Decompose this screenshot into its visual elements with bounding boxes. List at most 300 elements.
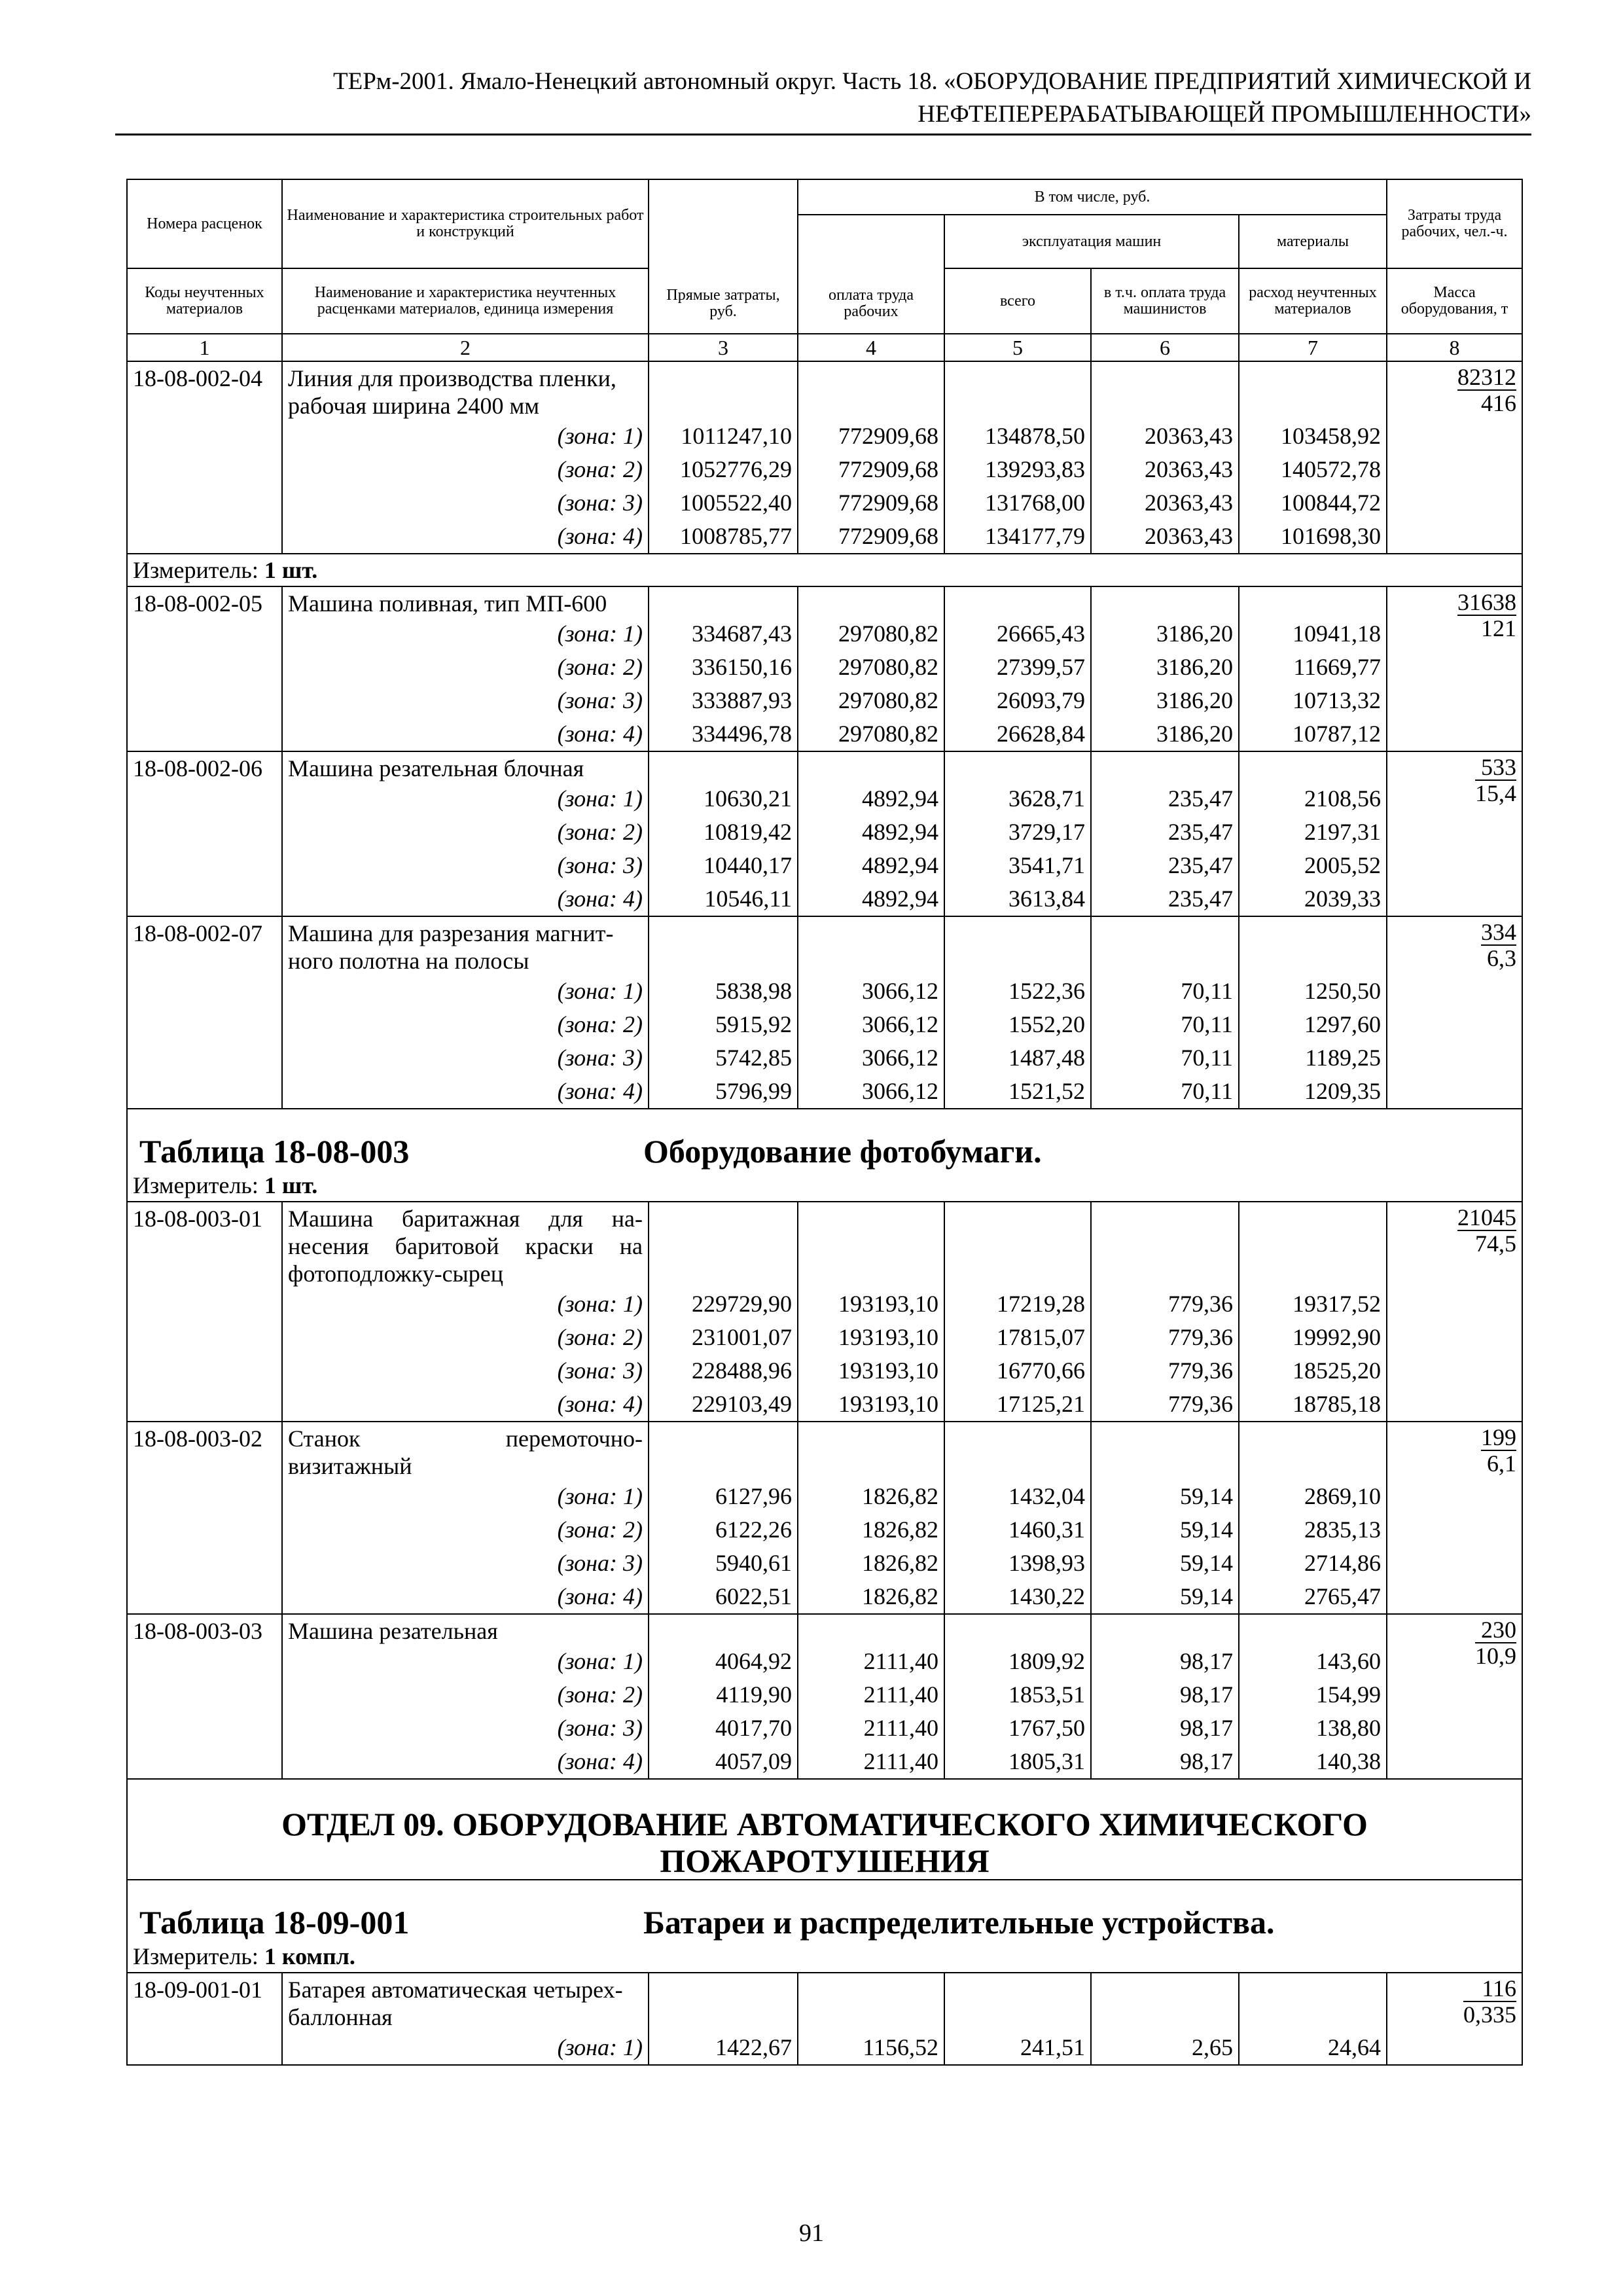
- zone-value: 4892,94: [798, 849, 944, 882]
- column-number: 3: [649, 334, 798, 361]
- column-numbers-row: [127, 334, 1522, 361]
- zone-row: [127, 684, 1522, 717]
- zone-value: 4892,94: [798, 816, 944, 849]
- zone-value: 20363,43: [1091, 420, 1239, 453]
- zone-label: (зона: 1): [282, 1287, 649, 1321]
- zone-value: 59,14: [1091, 1480, 1239, 1513]
- zone-value: 1487,48: [944, 1041, 1091, 1075]
- zone-value: 6127,96: [649, 1480, 798, 1513]
- labor-value: 21045: [1457, 1204, 1516, 1230]
- rate-name: [282, 1202, 649, 1287]
- zone-value: 779,36: [1091, 1321, 1239, 1354]
- labor-mass-cell: [1387, 1422, 1522, 1614]
- empty-cell: [1091, 1614, 1239, 1645]
- zone-value: 1805,31: [944, 1745, 1091, 1779]
- empty-cell: [798, 1614, 944, 1645]
- zone-label: (зона: 4): [282, 1745, 649, 1779]
- zone-value: 1008785,77: [649, 520, 798, 554]
- section-heading: [133, 1780, 1516, 1879]
- zone-value: 26665,43: [944, 617, 1091, 651]
- rate-code: 18-08-002-07: [127, 916, 282, 1109]
- zone-value: 779,36: [1091, 1354, 1239, 1388]
- col-header-direct: Прямые затраты, руб.: [649, 179, 798, 334]
- labor-mass-fraction: [1481, 1425, 1516, 1476]
- zone-row: [127, 975, 1522, 1008]
- zone-value: 3186,20: [1091, 717, 1239, 751]
- rate-name-line: Машина резательная блочная: [288, 755, 584, 781]
- rate-row: [127, 1614, 1522, 1645]
- empty-cell: [944, 1614, 1091, 1645]
- mass-value: 10,9: [1475, 1643, 1516, 1669]
- measure-value: 1 шт.: [264, 557, 318, 583]
- zone-value: 1767,50: [944, 1712, 1091, 1745]
- zone-value: 131768,00: [944, 486, 1091, 520]
- empty-cell: [1091, 916, 1239, 975]
- rate-name-line: Машина поливная, тип МП-600: [288, 590, 607, 617]
- rate-name-line: несения баритовой краски на: [288, 1233, 643, 1259]
- header-line-2: НЕФТЕПЕРЕРАБАТЫВАЮЩЕЙ ПРОМЫШЛЕННОСТИ»: [918, 101, 1531, 128]
- zone-row: [127, 1041, 1522, 1075]
- zone-value: 10440,17: [649, 849, 798, 882]
- zone-value: 20363,43: [1091, 453, 1239, 486]
- column-number: 8: [1387, 334, 1522, 361]
- zone-label: (зона: 1): [282, 975, 649, 1008]
- zone-value: 1156,52: [798, 2031, 944, 2065]
- rate-row: [127, 361, 1522, 420]
- rate-code: 18-08-002-04: [127, 361, 282, 554]
- zone-value: 5940,61: [649, 1547, 798, 1580]
- labor-value: 334: [1481, 919, 1516, 945]
- zone-value: 2869,10: [1239, 1480, 1387, 1513]
- labor-value: 82312: [1457, 364, 1516, 390]
- zone-value: 20363,43: [1091, 486, 1239, 520]
- labor-value: 533: [1475, 755, 1516, 781]
- zone-label: (зона: 3): [282, 486, 649, 520]
- table-title: [133, 1904, 1516, 1941]
- zone-value: 772909,68: [798, 420, 944, 453]
- zone-value: 2111,40: [798, 1712, 944, 1745]
- zone-value: 10546,11: [649, 882, 798, 916]
- labor-value: 31638: [1457, 589, 1516, 615]
- zone-value: 24,64: [1239, 2031, 1387, 2065]
- zone-value: 779,36: [1091, 1388, 1239, 1422]
- zone-value: 1460,31: [944, 1513, 1091, 1547]
- zone-row: [127, 1008, 1522, 1041]
- rate-name: [282, 1973, 649, 2031]
- zone-row: [127, 1480, 1522, 1513]
- rate-code: 18-08-003-03: [127, 1614, 282, 1779]
- measure-value: 1 компл.: [264, 1943, 355, 1969]
- labor-mass-fraction: [1463, 1976, 1516, 2027]
- empty-cell: [798, 361, 944, 420]
- rate-name-line: баллонная: [288, 2004, 393, 2030]
- header-line-1: ТЕРм-2001. Ямало-Ненецкий автономный округ. Часть 18. «ОБОРУДОВАНИЕ ПРЕДПРИЯТИЙ ХИМИЧЕСКОЙ И: [333, 68, 1531, 95]
- empty-cell: [798, 916, 944, 975]
- zone-value: 11669,77: [1239, 651, 1387, 684]
- zone-value: 134878,50: [944, 420, 1091, 453]
- table-body: [127, 179, 1522, 2065]
- zone-row: [127, 651, 1522, 684]
- zone-value: 3186,20: [1091, 617, 1239, 651]
- zone-value: 10941,18: [1239, 617, 1387, 651]
- zone-value: 779,36: [1091, 1287, 1239, 1321]
- col-header-codes: Номера расценок: [127, 179, 282, 268]
- zone-value: 772909,68: [798, 520, 944, 554]
- zone-value: 3066,12: [798, 1075, 944, 1109]
- zone-value: 134177,79: [944, 520, 1091, 554]
- empty-cell: [649, 1614, 798, 1645]
- zone-row: [127, 1645, 1522, 1678]
- zone-label: (зона: 2): [282, 1321, 649, 1354]
- zone-label: (зона: 2): [282, 453, 649, 486]
- zone-label: (зона: 1): [282, 1480, 649, 1513]
- zone-value: 101698,30: [1239, 520, 1387, 554]
- empty-cell: [944, 586, 1091, 617]
- zone-value: 772909,68: [798, 486, 944, 520]
- rate-name-line: фотоподложку-сырец: [288, 1261, 503, 1287]
- zone-row: [127, 816, 1522, 849]
- empty-cell: [1091, 1202, 1239, 1287]
- labor-mass-cell: [1387, 361, 1522, 554]
- rate-name-line: рабочая ширина 2400 мм: [288, 393, 540, 419]
- zone-value: 3628,71: [944, 782, 1091, 816]
- zone-label: (зона: 2): [282, 1678, 649, 1712]
- col-header-name: Наименование и характеристика строительных работ и конструкций: [282, 179, 649, 268]
- zone-value: 18525,20: [1239, 1354, 1387, 1388]
- zone-row: [127, 1678, 1522, 1712]
- zone-row: [127, 1580, 1522, 1614]
- zone-value: 297080,82: [798, 617, 944, 651]
- zone-value: 772909,68: [798, 453, 944, 486]
- empty-cell: [1091, 586, 1239, 617]
- zone-label: (зона: 3): [282, 684, 649, 717]
- zone-label: (зона: 4): [282, 1580, 649, 1614]
- zone-value: 2039,33: [1239, 882, 1387, 916]
- table-name: Оборудование фотобумаги.: [643, 1133, 1042, 1170]
- zone-value: 6122,26: [649, 1513, 798, 1547]
- rate-row: [127, 586, 1522, 617]
- empty-cell: [944, 1202, 1091, 1287]
- column-number: 1: [127, 334, 282, 361]
- measure-label: Измеритель:: [133, 1943, 259, 1969]
- zone-value: 143,60: [1239, 1645, 1387, 1678]
- measure-row: [127, 554, 1522, 586]
- column-number: 6: [1091, 334, 1239, 361]
- zone-row: [127, 717, 1522, 751]
- zone-value: 4119,90: [649, 1678, 798, 1712]
- zone-value: 235,47: [1091, 782, 1239, 816]
- empty-cell: [649, 586, 798, 617]
- rate-code: 18-09-001-01: [127, 1973, 282, 2065]
- zone-value: 19992,90: [1239, 1321, 1387, 1354]
- zone-value: 1432,04: [944, 1480, 1091, 1513]
- empty-cell: [649, 1422, 798, 1480]
- zone-value: 5742,85: [649, 1041, 798, 1075]
- zone-value: 334496,78: [649, 717, 798, 751]
- section-row: [127, 1779, 1522, 1880]
- zone-value: 3066,12: [798, 1008, 944, 1041]
- zone-value: 3066,12: [798, 975, 944, 1008]
- rate-name: [282, 916, 649, 975]
- zone-value: 333887,93: [649, 684, 798, 717]
- empty-cell: [1239, 1614, 1387, 1645]
- zone-value: 59,14: [1091, 1513, 1239, 1547]
- table-number: Таблица 18-09-001: [139, 1904, 410, 1941]
- table-title-cell: [127, 1109, 1522, 1170]
- zone-value: 10787,12: [1239, 717, 1387, 751]
- zone-label: (зона: 2): [282, 1008, 649, 1041]
- mass-value: 416: [1481, 390, 1516, 416]
- labor-mass-fraction: [1457, 590, 1516, 641]
- rate-name: [282, 586, 649, 617]
- zone-row: [127, 2031, 1522, 2065]
- empty-cell: [1091, 361, 1239, 420]
- empty-cell: [649, 916, 798, 975]
- empty-cell: [1239, 586, 1387, 617]
- zone-row: [127, 1513, 1522, 1547]
- zone-value: 59,14: [1091, 1580, 1239, 1614]
- column-number: 4: [798, 334, 944, 361]
- col-header-operator-wage: в т.ч. оплата труда машинистов: [1091, 268, 1239, 334]
- table-title-row: [127, 1109, 1522, 1170]
- zone-value: 1826,82: [798, 1480, 944, 1513]
- labor-mass-cell: [1387, 751, 1522, 916]
- zone-label: (зона: 2): [282, 1513, 649, 1547]
- zone-value: 2111,40: [798, 1645, 944, 1678]
- zone-value: 3729,17: [944, 816, 1091, 849]
- zone-row: [127, 520, 1522, 554]
- page-number: 91: [799, 2219, 824, 2247]
- zone-row: [127, 849, 1522, 882]
- empty-cell: [944, 361, 1091, 420]
- zone-value: 229103,49: [649, 1388, 798, 1422]
- labor-value: 199: [1481, 1424, 1516, 1450]
- zone-value: 1011247,10: [649, 420, 798, 453]
- zone-value: 19317,52: [1239, 1287, 1387, 1321]
- zone-label: (зона: 2): [282, 651, 649, 684]
- empty-cell: [944, 751, 1091, 782]
- empty-cell: [944, 916, 1091, 975]
- zone-value: 4057,09: [649, 1745, 798, 1779]
- measure-cell: [127, 1941, 1522, 1973]
- zone-value: 2197,31: [1239, 816, 1387, 849]
- labor-mass-cell: [1387, 1973, 1522, 2065]
- zone-value: 1809,92: [944, 1645, 1091, 1678]
- col-header-material-codes: Коды неучтенных материалов: [127, 268, 282, 334]
- zone-value: 20363,43: [1091, 520, 1239, 554]
- empty-cell: [798, 751, 944, 782]
- zone-label: (зона: 4): [282, 1075, 649, 1109]
- col-header-materials: материалы: [1239, 215, 1387, 268]
- zone-row: [127, 1354, 1522, 1388]
- rate-name-line: визитажный: [288, 1453, 412, 1479]
- zone-label: (зона: 3): [282, 1712, 649, 1745]
- zone-value: 4064,92: [649, 1645, 798, 1678]
- zone-value: 1052776,29: [649, 453, 798, 486]
- col-header-wage: оплата труда рабочих: [798, 215, 944, 334]
- zone-value: 3186,20: [1091, 684, 1239, 717]
- rate-name-line: Линия для производства пленки,: [288, 365, 616, 391]
- rate-code: 18-08-003-01: [127, 1202, 282, 1422]
- rate-row: [127, 1422, 1522, 1480]
- zone-value: 70,11: [1091, 1008, 1239, 1041]
- zone-value: 235,47: [1091, 882, 1239, 916]
- zone-row: [127, 1547, 1522, 1580]
- rate-row: [127, 1202, 1522, 1287]
- zone-value: 103458,92: [1239, 420, 1387, 453]
- mass-value: 6,3: [1487, 945, 1516, 971]
- section-cell: [127, 1779, 1522, 1880]
- zone-value: 26628,84: [944, 717, 1091, 751]
- zone-value: 334687,43: [649, 617, 798, 651]
- zone-value: 2765,47: [1239, 1580, 1387, 1614]
- zone-value: 5838,98: [649, 975, 798, 1008]
- zone-value: 231001,07: [649, 1321, 798, 1354]
- empty-cell: [798, 1973, 944, 2031]
- zone-label: (зона: 1): [282, 2031, 649, 2065]
- zone-row: [127, 1075, 1522, 1109]
- zone-label: (зона: 4): [282, 1388, 649, 1422]
- rate-code: 18-08-002-06: [127, 751, 282, 916]
- col-header-mass: Масса оборудования, т: [1387, 268, 1522, 334]
- rate-code: 18-08-002-05: [127, 586, 282, 751]
- page-header: [115, 65, 1531, 135]
- zone-label: (зона: 3): [282, 849, 649, 882]
- zone-value: 98,17: [1091, 1745, 1239, 1779]
- measure-value: 1 шт.: [264, 1172, 318, 1198]
- zone-row: [127, 1388, 1522, 1422]
- zone-row: [127, 1712, 1522, 1745]
- zone-row: [127, 1287, 1522, 1321]
- zone-value: 1826,82: [798, 1513, 944, 1547]
- mass-value: 0,335: [1463, 2001, 1516, 2028]
- empty-cell: [798, 1202, 944, 1287]
- labor-mass-cell: [1387, 1614, 1522, 1779]
- zone-value: 2111,40: [798, 1745, 944, 1779]
- empty-cell: [1091, 751, 1239, 782]
- zone-row: [127, 486, 1522, 520]
- zone-value: 3613,84: [944, 882, 1091, 916]
- zone-value: 228488,96: [649, 1354, 798, 1388]
- zone-value: 140572,78: [1239, 453, 1387, 486]
- zone-value: 154,99: [1239, 1678, 1387, 1712]
- zone-value: 17125,21: [944, 1388, 1091, 1422]
- zone-label: (зона: 3): [282, 1041, 649, 1075]
- zone-label: (зона: 1): [282, 420, 649, 453]
- zone-value: 1521,52: [944, 1075, 1091, 1109]
- measure-cell: [127, 1170, 1522, 1202]
- col-header-machines-total: всего: [944, 268, 1091, 334]
- table-number: Таблица 18-08-003: [139, 1133, 410, 1170]
- rate-name: [282, 1614, 649, 1645]
- zone-value: 70,11: [1091, 1041, 1239, 1075]
- empty-cell: [649, 361, 798, 420]
- rate-name-line: Батарея автоматическая четырех-: [288, 1977, 623, 2003]
- rate-name: [282, 1422, 649, 1480]
- table-name: Батареи и распределительные устройства.: [643, 1904, 1275, 1941]
- zone-label: (зона: 3): [282, 1354, 649, 1388]
- empty-cell: [649, 751, 798, 782]
- zone-row: [127, 782, 1522, 816]
- zone-value: 59,14: [1091, 1547, 1239, 1580]
- zone-value: 297080,82: [798, 651, 944, 684]
- zone-value: 4892,94: [798, 882, 944, 916]
- zone-value: 6022,51: [649, 1580, 798, 1614]
- empty-cell: [649, 1973, 798, 2031]
- measure-row: [127, 1941, 1522, 1973]
- zone-value: 193193,10: [798, 1287, 944, 1321]
- empty-cell: [1239, 1202, 1387, 1287]
- labor-mass-fraction: [1475, 1617, 1516, 1668]
- empty-cell: [1239, 751, 1387, 782]
- zone-value: 1398,93: [944, 1547, 1091, 1580]
- zone-value: 2108,56: [1239, 782, 1387, 816]
- measure-cell: [127, 554, 1522, 586]
- rate-name: [282, 361, 649, 420]
- column-number: 5: [944, 334, 1091, 361]
- col-header-machines: эксплуатация машин: [944, 215, 1239, 268]
- empty-cell: [944, 1422, 1091, 1480]
- zone-value: 1826,82: [798, 1580, 944, 1614]
- zone-value: 138,80: [1239, 1712, 1387, 1745]
- measure-label: Измеритель:: [133, 557, 259, 583]
- labor-mass-fraction: [1457, 1205, 1516, 1256]
- empty-cell: [1239, 361, 1387, 420]
- col-header-incl: В том числе, руб.: [798, 179, 1387, 215]
- zone-value: 4892,94: [798, 782, 944, 816]
- zone-value: 100844,72: [1239, 486, 1387, 520]
- zone-label: (зона: 3): [282, 1547, 649, 1580]
- zone-value: 17219,28: [944, 1287, 1091, 1321]
- labor-mass-fraction: [1481, 920, 1516, 971]
- rate-row: [127, 751, 1522, 782]
- col-header-labor: Затраты труда рабочих, чел.-ч.: [1387, 179, 1522, 268]
- zone-row: [127, 882, 1522, 916]
- zone-value: 1522,36: [944, 975, 1091, 1008]
- empty-cell: [944, 1973, 1091, 2031]
- zone-value: 3186,20: [1091, 651, 1239, 684]
- zone-row: [127, 453, 1522, 486]
- zone-value: 70,11: [1091, 975, 1239, 1008]
- labor-mass-fraction: [1475, 755, 1516, 806]
- zone-label: (зона: 4): [282, 882, 649, 916]
- table-title-cell: [127, 1880, 1522, 1941]
- zone-value: 140,38: [1239, 1745, 1387, 1779]
- zone-row: [127, 420, 1522, 453]
- empty-cell: [798, 1422, 944, 1480]
- rate-name-line: Машина баритажная для на-: [288, 1206, 643, 1232]
- labor-mass-fraction: [1457, 365, 1516, 416]
- zone-value: 10713,32: [1239, 684, 1387, 717]
- labor-mass-cell: [1387, 916, 1522, 1109]
- zone-value: 1189,25: [1239, 1041, 1387, 1075]
- zone-value: 5796,99: [649, 1075, 798, 1109]
- rate-name: [282, 751, 649, 782]
- rate-code: 18-08-003-02: [127, 1422, 282, 1614]
- col-header-material-use: расход неучтенных материалов: [1239, 268, 1387, 334]
- column-number: 2: [282, 334, 649, 361]
- zone-value: 139293,83: [944, 453, 1091, 486]
- rate-row: [127, 916, 1522, 975]
- zone-value: 3541,71: [944, 849, 1091, 882]
- zone-label: (зона: 2): [282, 816, 649, 849]
- zone-value: 2005,52: [1239, 849, 1387, 882]
- mass-value: 6,1: [1487, 1450, 1516, 1477]
- zone-row: [127, 1745, 1522, 1779]
- zone-value: 193193,10: [798, 1388, 944, 1422]
- zone-value: 235,47: [1091, 816, 1239, 849]
- empty-cell: [1091, 1973, 1239, 2031]
